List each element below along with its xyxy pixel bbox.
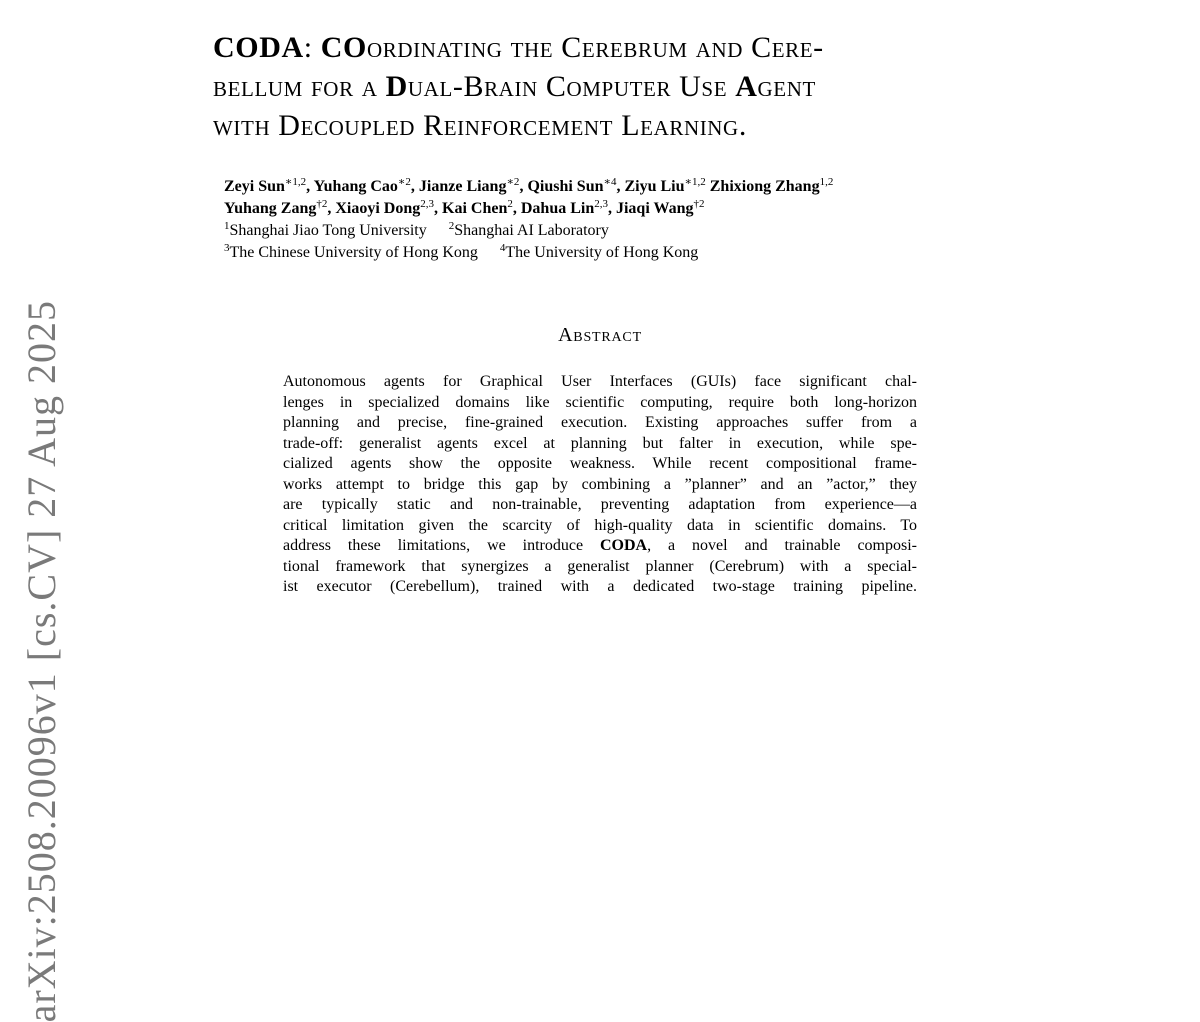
affiliation-sjtu: Shanghai Jiao Tong University xyxy=(229,222,427,239)
abstract-line: lenges in specialized domains like scientific computing, require both long-horizon xyxy=(283,393,917,411)
author-name: Yuhang Cao xyxy=(313,178,398,195)
author-affiliation-mark: ∗1,2 xyxy=(284,176,307,188)
abstract-line: trade-off: generalist agents excel at planning but falter in execution, while spe- xyxy=(283,434,917,452)
paper-title xyxy=(213,28,1013,145)
affiliation-shanghai-ai-lab: Shanghai AI Laboratory xyxy=(454,222,609,239)
author-affiliation-mark: 2,3 xyxy=(420,198,435,210)
author-row: Yuhang Zang$^{\dagger 2}$, Xiaoyi Dong$^{2,3}$, Kai Chen$^2$, Dahua Lin$^{2,3}$, Jiaqi Wang$^{\dagger 2}$ xyxy=(224,198,705,217)
abstract-line: cialized agents show the opposite weakness. While recent compositional frame- xyxy=(283,455,917,472)
author-row: Zeyi Sun$^{∗1,2}$, Yuhang Cao$^{∗2}$, Jianze Liang$^{∗2}$, Qiushi Sun$^{∗4}$, Ziyu Liu$^{∗1,2}$ Zhixiong Zhang$^{1,2}$ xyxy=(224,176,834,195)
author-affiliation-mark: ∗2 xyxy=(397,176,411,188)
affiliation-hku: The University of Hong Kong xyxy=(505,244,699,261)
arxiv-stamp: arXiv:2508.20096v1 [cs.CV] 27 Aug 2025 xyxy=(19,300,64,1022)
author-name: Zhixiong Zhang xyxy=(709,178,820,195)
abstract-line: address these limitations, we introduce CODA, a novel and trainable composi- xyxy=(283,537,917,554)
author-name: Xiaoyi Dong xyxy=(335,200,421,217)
author-affiliation-mark: †2 xyxy=(693,198,705,210)
abstract-line: tional framework that synergizes a generalist planner (Cerebrum) with a special- xyxy=(283,557,917,575)
author-name: Qiushi Sun xyxy=(527,178,604,195)
author-block xyxy=(224,176,1024,264)
abstract-body xyxy=(283,372,917,598)
framework-name: CODA xyxy=(600,537,648,554)
abstract-heading: Abstract xyxy=(558,324,642,346)
author-affiliation-mark: †2 xyxy=(316,198,328,210)
abstract-line: Autonomous agents for Graphical User Interfaces (GUIs) face significant chal- xyxy=(283,373,917,390)
author-affiliation-mark: ∗2 xyxy=(506,176,520,188)
author-affiliation-mark: ∗4 xyxy=(603,176,617,188)
author-name: Yuhang Zang xyxy=(224,200,317,217)
author-affiliation-mark: ∗1,2 xyxy=(684,176,706,188)
abstract-line: critical limitation given the scarcity of high-quality data in scientific domains. To xyxy=(283,516,917,534)
title-line-3: with Decoupled Reinforcement Learning. xyxy=(213,109,747,142)
affiliation-row: $^3$The Chinese University of Hong Kong $^4$The University of Hong Kong xyxy=(224,242,699,261)
author-affiliation-mark: 1,2 xyxy=(819,176,834,188)
author-name: Jianze Liang xyxy=(418,178,507,195)
title-acronym: CODA xyxy=(213,31,304,64)
title-line-2: bellum for a Dual-Brain Computer Use Agent xyxy=(213,70,816,103)
author-affiliation-mark: 2,3 xyxy=(594,198,608,210)
abstract-line: ist executor (Cerebellum), trained with a dedicated two-stage training pipeline. xyxy=(283,578,917,595)
abstract-line: works attempt to bridge this gap by combining a ”planner” and an ”actor,” they xyxy=(283,475,917,493)
title-line-1: CODA: COordinating the Cerebrum and Cere- xyxy=(213,31,824,64)
affiliation-cuhk: The Chinese University of Hong Kong xyxy=(229,244,478,261)
author-name: Dahua Lin xyxy=(520,200,595,217)
author-affiliation-mark: 2 xyxy=(507,198,513,210)
author-name: Zeyi Sun xyxy=(224,178,285,195)
author-name: Ziyu Liu xyxy=(624,178,685,195)
affiliation-row: $^1$Shanghai Jiao Tong University $^2$Shanghai AI Laboratory xyxy=(224,220,609,239)
author-name: Kai Chen xyxy=(442,200,508,217)
author-name: Jiaqi Wang xyxy=(615,200,694,217)
abstract-line: are typically static and non-trainable, preventing adaptation from experience—a xyxy=(283,496,917,513)
abstract-line: planning and precise, fine-grained execution. Existing approaches suffer from a xyxy=(283,414,917,431)
